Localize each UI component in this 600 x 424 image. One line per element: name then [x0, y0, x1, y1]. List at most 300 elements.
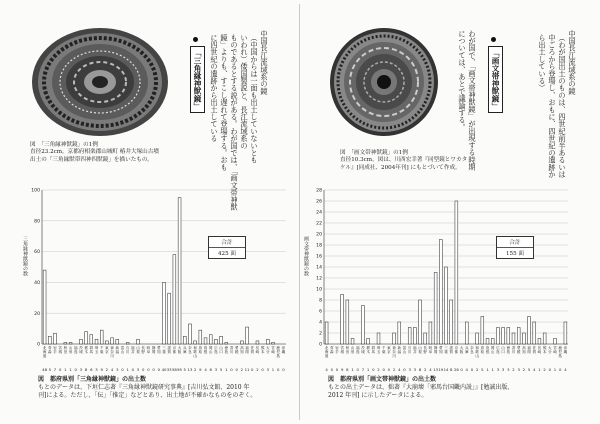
data-label: 3: [79, 367, 83, 372]
x-tick-label: 熊本: [260, 346, 265, 354]
x-tick-label: 宮崎: [553, 346, 557, 354]
data-label: 0: [559, 367, 562, 372]
bar: [538, 339, 541, 345]
data-label: 58: [171, 367, 177, 372]
x-tick-label: 徳島: [224, 346, 229, 354]
x-tick-label: 長崎: [255, 346, 260, 354]
data-label: 0: [460, 367, 463, 372]
x-tick-label: 和歌山: [193, 346, 197, 358]
bar: [434, 273, 437, 345]
bar: [362, 306, 365, 345]
body-gamon-b-line-2: （わが国出土のものは、四世紀前半あるいは: [558, 34, 567, 178]
bar: [199, 330, 202, 344]
data-label: 0: [142, 367, 145, 372]
data-label: 0: [548, 367, 552, 372]
x-tick-label: 大阪: [459, 346, 464, 354]
x-tick-label: 香川: [229, 346, 234, 354]
data-label: 9: [199, 367, 202, 372]
bar: [266, 339, 269, 344]
x-tick-label: 岩手: [53, 346, 57, 354]
data-label: 6: [209, 367, 212, 372]
x-tick-label: 山梨: [418, 346, 422, 354]
bar: [455, 201, 458, 344]
bar: [496, 328, 499, 345]
data-label: 0: [230, 367, 233, 372]
chart-caption-sankaku-line-3: 刊]による。ただし、「伝」「推定」などとあり、出土地が不確かなものをのぞく。: [38, 392, 257, 399]
bar: [209, 335, 212, 344]
bar: [346, 300, 349, 344]
heading-gamon: 「画文帯神獣鏡」: [488, 46, 503, 113]
y-tick-label: 60: [34, 250, 40, 256]
x-tick-label: 長野: [423, 346, 428, 354]
bar: [398, 322, 401, 344]
data-label: 0: [157, 367, 161, 372]
x-tick-label: 鳥取: [480, 346, 485, 354]
caption-sankaku-line-2: 直径23.2cm。京都府相楽郡山城町 椿井大塚山古墳: [30, 149, 159, 156]
y-tick-label: 0: [37, 342, 40, 348]
data-label: 0: [74, 367, 77, 372]
bar: [424, 333, 427, 344]
data-label: 2: [424, 367, 427, 372]
x-tick-label: 山口: [219, 346, 223, 354]
x-tick-label: 愛知: [157, 346, 161, 354]
x-tick-label: 広島: [214, 346, 218, 354]
x-tick-label: 群馬: [371, 346, 376, 354]
bar: [126, 342, 129, 344]
data-label: 3: [95, 367, 98, 372]
bar: [204, 338, 207, 344]
x-tick-label: 神奈川: [392, 346, 396, 358]
x-tick-label: 岡山: [208, 346, 213, 354]
body-sankaku-line-1: 中国長江流域系の鏡: [260, 30, 269, 95]
x-tick-label: 栃木: [84, 346, 88, 354]
data-label: 1: [538, 367, 541, 372]
data-label: 4: [465, 367, 468, 372]
bar: [512, 333, 515, 344]
y-tick-label: 14: [316, 265, 322, 271]
x-tick-label: 石川: [407, 346, 412, 354]
data-label: 2: [256, 367, 259, 372]
x-tick-label: 山梨: [136, 346, 140, 354]
x-tick-label: 茨城: [361, 346, 365, 354]
data-label: 0: [403, 367, 406, 372]
y-tick-label: 40: [34, 281, 40, 286]
data-label: 0: [152, 367, 155, 372]
chart-gamon-svg: [310, 186, 572, 372]
data-label: 40: [161, 367, 167, 372]
x-tick-label: 滋賀: [449, 346, 453, 354]
x-tick-label: 長崎: [537, 346, 542, 354]
x-tick-label: 奈良: [470, 346, 474, 354]
data-label: 3: [266, 367, 270, 372]
y-tick-label: 26: [316, 199, 322, 205]
data-label: 0: [58, 367, 62, 372]
data-label: 5: [481, 367, 484, 372]
x-tick-label: 和歌山: [475, 346, 479, 358]
y-tick-label: 8: [319, 298, 322, 304]
total-box-gamon: [496, 236, 534, 259]
bar: [507, 328, 510, 345]
chart-caption-sankaku-line-2: もとのデータは、下垣仁志著『三角縁神獣鏡研究事典』[吉川弘文館、2010 年: [38, 384, 250, 391]
x-tick-label: 北海道: [42, 346, 47, 358]
bar: [163, 282, 166, 344]
x-tick-label: 高知: [522, 346, 526, 354]
bar: [393, 333, 396, 344]
bar: [64, 342, 67, 344]
bar: [178, 198, 181, 344]
body-gamon-a-line-1: わが国で、「画文帯神獣鏡」が出現する時期: [468, 30, 477, 171]
body-sankaku-line-2: （中国からは一面も出土していないとも: [250, 34, 259, 164]
bar: [341, 295, 344, 345]
bar: [105, 341, 108, 344]
x-tick-label: 山口: [501, 346, 505, 354]
data-label: 2: [377, 367, 380, 372]
bar: [225, 342, 228, 344]
data-label: 1: [486, 367, 489, 372]
bar: [80, 339, 83, 344]
chart-caption-sankaku-title: 図 都府県別「三角縁神獣鏡」の出土数: [38, 376, 147, 383]
bar: [564, 322, 567, 344]
x-tick-label: 三重: [162, 346, 166, 354]
bar: [246, 327, 249, 344]
x-tick-label: 秋田: [345, 346, 350, 354]
y-tick-label: 100: [31, 188, 40, 194]
bar: [256, 341, 259, 344]
x-tick-label: 宮城: [340, 346, 344, 354]
data-label: 1: [64, 367, 67, 372]
bar: [408, 328, 411, 345]
data-label: 9: [340, 367, 344, 372]
x-tick-label: 新潟: [397, 346, 402, 354]
data-label: 1: [126, 367, 129, 372]
total-label: 合計: [209, 237, 245, 248]
data-label: 0: [251, 367, 254, 372]
bar: [377, 333, 380, 344]
bar: [367, 339, 370, 345]
data-label: 4: [398, 367, 401, 372]
data-label: 1: [271, 367, 275, 372]
mirror-photo-sankaku: [28, 26, 172, 138]
y-tick-label: 18: [316, 243, 322, 249]
data-label: 0: [470, 367, 474, 372]
x-tick-label: 鹿児島: [558, 346, 563, 358]
body-gamon-b-line-4: ら出土している）: [538, 34, 547, 92]
x-tick-label: 福井: [131, 346, 135, 354]
bar: [465, 322, 468, 344]
data-label: 26: [453, 367, 459, 372]
bar: [100, 330, 103, 344]
x-tick-label: 岡山: [490, 346, 495, 354]
bar: [528, 317, 531, 345]
x-tick-label: 滋賀: [167, 346, 171, 354]
x-tick-label: 東京: [387, 346, 391, 354]
x-tick-label: 島根: [203, 346, 208, 354]
x-tick-label: 佐賀: [250, 346, 255, 354]
data-label: 4: [110, 367, 114, 372]
chart-sankaku: [28, 186, 290, 372]
data-label: 4: [204, 367, 207, 372]
bar: [522, 333, 525, 344]
x-tick-label: 福岡: [527, 346, 531, 354]
data-label: 8: [84, 367, 88, 372]
bar: [476, 333, 479, 344]
x-tick-label: 埼玉: [376, 346, 381, 354]
y-tick-label: 4: [319, 320, 322, 326]
data-label: 9: [100, 367, 103, 372]
x-tick-label: 佐賀: [532, 346, 537, 354]
bar: [173, 255, 176, 344]
data-label: 0: [235, 367, 238, 372]
y-tick-label: 0: [319, 342, 322, 348]
data-label: 0: [335, 367, 339, 372]
data-label: 1: [351, 367, 354, 372]
x-tick-label: 新潟: [115, 346, 120, 354]
data-label: 0: [147, 367, 150, 372]
data-label: 3: [501, 367, 505, 372]
data-label: 0: [356, 367, 359, 372]
bar: [517, 328, 520, 345]
data-label: 1: [366, 367, 370, 372]
x-tick-label: 宮城: [58, 346, 62, 354]
data-label: 3: [408, 367, 411, 372]
data-label: 19: [438, 367, 444, 372]
data-label: 0: [330, 367, 333, 372]
x-tick-label: 鹿児島: [276, 346, 281, 358]
data-label: 4: [325, 367, 328, 372]
data-label: 2: [240, 367, 244, 372]
body-gamon-b-line-3: 中ごろから登場し、おもに、四世紀の遺跡か: [548, 34, 557, 178]
x-tick-label: 長野: [141, 346, 146, 354]
x-tick-label: 福岡: [245, 346, 249, 354]
chart-caption-gamon: [328, 376, 513, 400]
data-label: 1: [225, 367, 228, 372]
data-label: 6: [90, 367, 93, 372]
x-tick-label: 沖縄: [281, 346, 286, 354]
bullet-gamon: [491, 37, 496, 42]
mirror-photo-gamon: [328, 26, 440, 138]
bar: [54, 333, 57, 344]
data-label: 3: [496, 367, 500, 372]
bar: [111, 338, 114, 344]
x-tick-label: 富山: [402, 346, 407, 354]
chart-left-ylabel: 三角縁神獣鏡の数: [22, 236, 28, 276]
data-label: 33: [166, 367, 172, 372]
x-tick-label: 岐阜: [146, 346, 151, 354]
data-label: 3: [413, 367, 417, 372]
bar: [481, 317, 484, 345]
data-label: 8: [346, 367, 349, 372]
bar: [90, 335, 93, 344]
x-tick-label: 大分: [266, 346, 270, 354]
y-tick-label: 10: [316, 287, 322, 293]
data-label: 2: [522, 367, 526, 372]
bar: [439, 240, 442, 345]
bar: [189, 324, 192, 344]
data-label: 0: [282, 367, 285, 372]
body-gamon-a-line-2: については、あとで議論する。: [458, 30, 467, 131]
x-tick-label: 福島: [73, 346, 78, 354]
data-label: 0: [131, 367, 135, 372]
x-tick-label: 山形: [350, 346, 355, 354]
bar: [325, 322, 328, 344]
data-label: 3: [116, 367, 119, 372]
data-label: 7: [53, 367, 57, 372]
data-label: 11: [244, 367, 250, 372]
x-tick-label: 石川: [125, 346, 130, 354]
x-tick-label: 秋田: [63, 346, 68, 354]
bar: [486, 339, 489, 345]
x-tick-label: 兵庫: [182, 346, 187, 354]
data-label: 0: [277, 367, 280, 372]
x-tick-label: 山形: [68, 346, 73, 354]
data-label: 5: [183, 367, 186, 372]
x-tick-label: 富山: [120, 346, 125, 354]
y-tick-label: 16: [316, 254, 322, 260]
bar: [554, 339, 557, 345]
chart-sankaku-svg: [28, 186, 290, 372]
caption-sankaku-title: 図 「三角縁神獣鏡」の1例: [30, 142, 98, 148]
chart-caption-sankaku: [38, 376, 256, 400]
data-label: 2: [193, 367, 197, 372]
x-tick-label: 大分: [548, 346, 552, 354]
bar: [450, 300, 453, 344]
y-tick-label: 12: [316, 276, 322, 282]
bar: [240, 341, 243, 344]
total-label-right: 合計: [497, 237, 533, 248]
x-tick-label: 高知: [240, 346, 244, 354]
x-tick-label: 青森: [329, 346, 334, 354]
x-tick-label: 栃木: [366, 346, 370, 354]
x-tick-label: 愛知: [439, 346, 443, 354]
total-value: 425 面: [217, 251, 237, 257]
total-box-sankaku: [208, 236, 246, 259]
data-label: 1: [553, 367, 557, 372]
data-label: 95: [177, 367, 182, 372]
bar: [69, 342, 72, 344]
caption-gamon-title: 図 「画文帯神獣鏡」の1例: [340, 150, 408, 156]
x-tick-label: 青森: [47, 346, 52, 354]
chart-caption-gamon-line-2: もとの出土データは、拙著『大崩壊「邪馬台国畿内説」』[勉誠出版、: [328, 384, 514, 391]
chart-caption-gamon-title: 図 都府県別「画文帯神獣鏡」の出土数: [328, 376, 437, 383]
x-tick-label: 岐阜: [428, 346, 433, 354]
x-tick-label: 奈良: [188, 346, 192, 354]
body-sankaku-line-5: 鏡」よりも、すこし遅れて登場する。おも: [220, 34, 229, 171]
bar: [351, 339, 354, 345]
data-label: 8: [418, 367, 422, 372]
bar: [272, 342, 275, 344]
data-label: 5: [527, 367, 531, 372]
data-label: 3: [507, 367, 510, 372]
x-tick-label: 静岡: [433, 346, 438, 354]
x-tick-label: 京都: [454, 346, 459, 354]
data-label: 1: [69, 367, 72, 372]
data-label: 2: [392, 367, 396, 372]
data-label: 5: [48, 367, 51, 372]
x-tick-label: 沖縄: [563, 346, 568, 354]
caption-gamon: [340, 150, 467, 172]
data-label: 2: [475, 367, 479, 372]
bar: [413, 328, 416, 345]
x-tick-label: 静岡: [151, 346, 156, 354]
x-tick-label: 鳥取: [198, 346, 203, 354]
y-tick-label: 80: [34, 219, 40, 225]
data-label: 0: [261, 367, 264, 372]
data-label: 4: [564, 367, 567, 372]
x-tick-label: 島根: [485, 346, 490, 354]
data-label: 13: [187, 367, 193, 372]
x-tick-label: 香川: [511, 346, 516, 354]
x-tick-label: 神奈川: [110, 346, 114, 358]
data-label: 2: [512, 367, 515, 372]
x-tick-label: 福井: [413, 346, 417, 354]
total-value-right: 155 面: [505, 251, 525, 257]
data-label: 2: [105, 367, 109, 372]
chart-gamon: [310, 186, 572, 372]
data-label: 4: [429, 367, 432, 372]
bar: [543, 333, 546, 344]
bar: [194, 341, 197, 344]
page-fold: [299, 4, 300, 420]
x-tick-label: 三重: [444, 346, 448, 354]
y-tick-label: 20: [34, 311, 40, 317]
body-gamon-b-line-1: 中国長江流域系の鏡: [568, 30, 577, 95]
x-tick-label: 茨城: [79, 346, 83, 354]
x-tick-label: 北海道: [324, 346, 329, 358]
body-sankaku-line-6: に四世紀の遺跡から出土している: [210, 34, 219, 142]
y-tick-label: 24: [316, 210, 322, 216]
y-tick-label: 2: [319, 331, 322, 337]
data-label: 0: [121, 367, 124, 372]
data-label: 0: [382, 367, 385, 372]
data-label: 1: [491, 367, 494, 372]
bar: [429, 322, 432, 344]
x-tick-label: 千葉: [381, 346, 386, 354]
y-tick-label: 6: [319, 309, 322, 315]
bar: [502, 328, 505, 345]
data-label: 0: [387, 367, 391, 372]
data-label: 2: [543, 367, 546, 372]
bar: [533, 322, 536, 344]
bar: [48, 336, 51, 344]
bar: [214, 339, 217, 344]
x-tick-label: 宮崎: [271, 346, 275, 354]
chart-right-ylabel: 画文帯神獣鏡の数: [303, 236, 309, 276]
bar: [85, 332, 88, 344]
bar: [43, 270, 46, 344]
bar: [183, 336, 186, 344]
x-tick-label: 岩手: [335, 346, 339, 354]
x-tick-label: 埼玉: [94, 346, 99, 354]
x-tick-label: 東京: [105, 346, 109, 354]
caption-sankaku: [30, 142, 159, 164]
bar: [116, 339, 119, 344]
data-label: 8: [449, 367, 453, 372]
bar: [137, 339, 140, 344]
x-tick-label: 愛媛: [516, 346, 521, 354]
data-label: 5: [219, 367, 223, 372]
bullet-sankaku: [193, 37, 198, 42]
x-tick-label: 広島: [496, 346, 500, 354]
bar: [491, 339, 494, 345]
caption-gamon-line-3: ケル』[同成社、2004年刊] にもとづいて作成。: [340, 164, 461, 171]
bar: [220, 336, 223, 344]
bar: [419, 300, 422, 344]
chart-caption-gamon-line-3: 2012 年刊] に示したデータによる。: [328, 392, 428, 399]
data-label: 0: [372, 367, 375, 372]
heading-sankaku: 「三角縁神獣鏡」: [190, 46, 205, 113]
x-tick-label: 兵庫: [464, 346, 469, 354]
data-label: 3: [517, 367, 520, 372]
